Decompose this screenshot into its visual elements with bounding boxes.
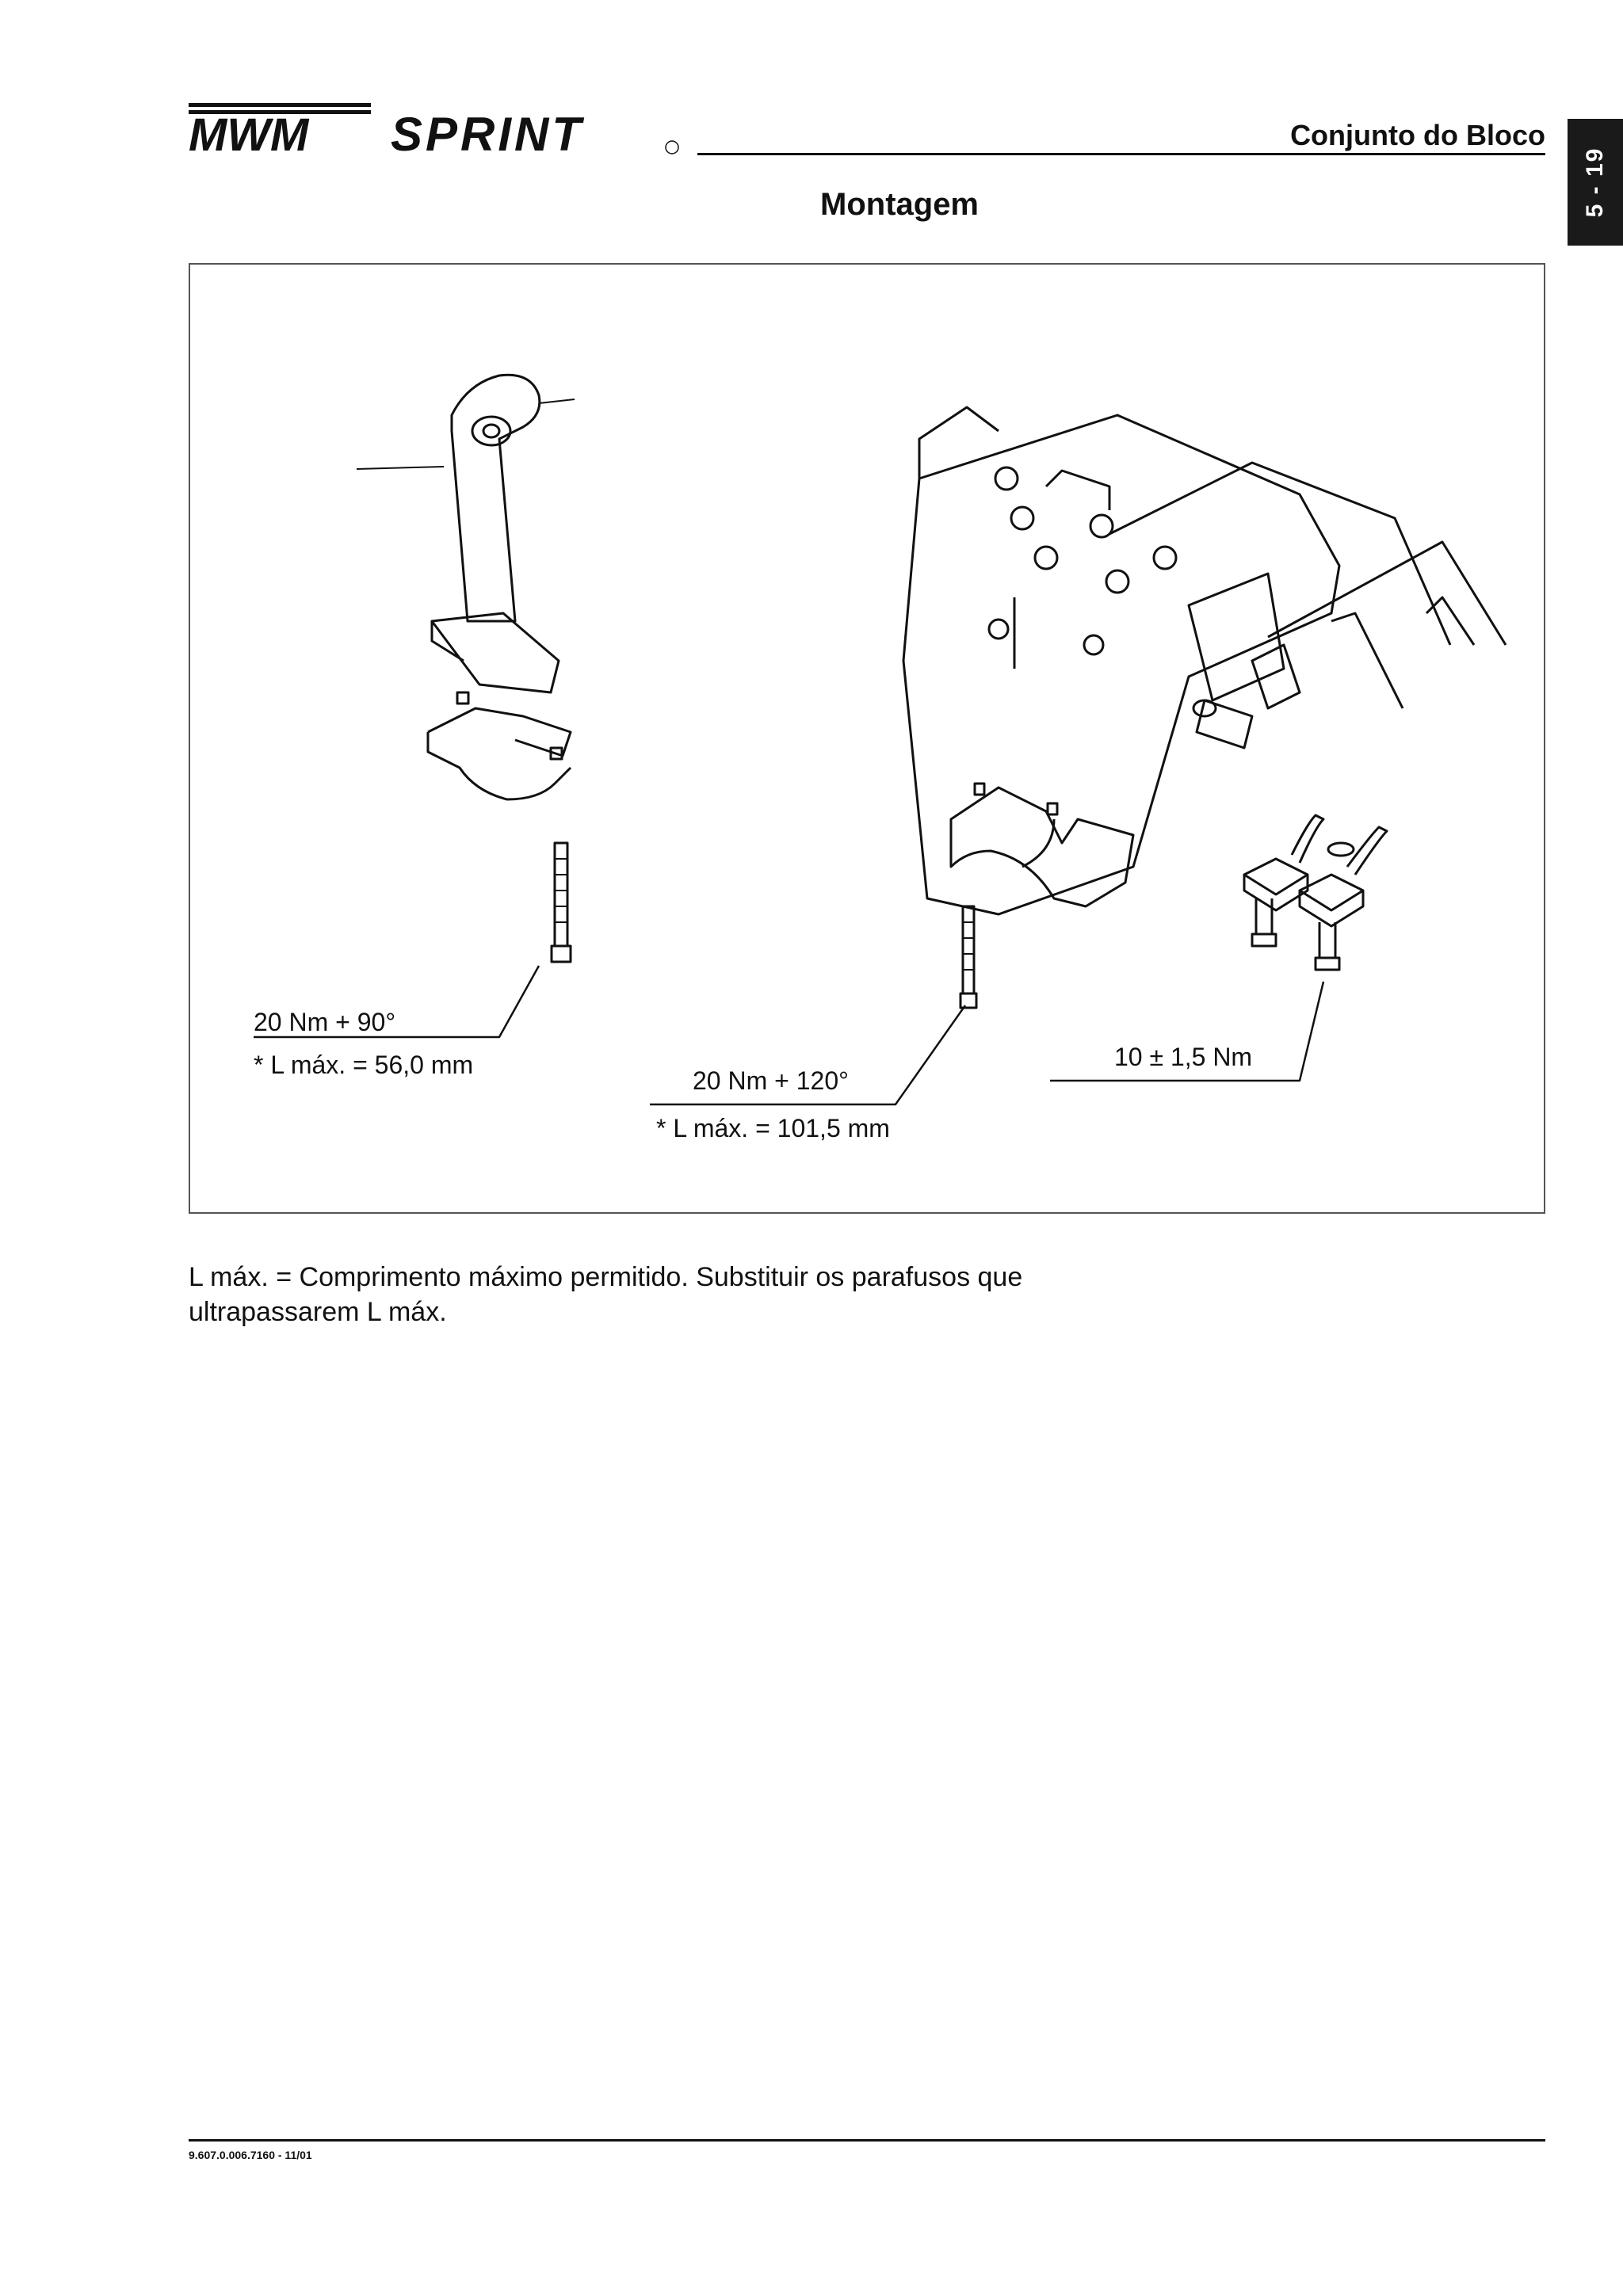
main-bearing-cap-drawing [951, 784, 1133, 1008]
page-tab [1568, 119, 1623, 246]
conrod-torque-callout: 20 Nm + 90° [254, 1008, 396, 1036]
engine-block-drawing [903, 407, 1506, 914]
oil-spray-nozzle-drawing [1244, 815, 1387, 970]
conrod-length-callout: * L máx. = 56,0 mm [254, 1051, 474, 1079]
header-title: Conjunto do Bloco [1290, 119, 1545, 151]
note-text: L máx. = Comprimento máximo permitido. Substituir os parafusos que ultrapassarem L máx. [189, 1262, 1023, 1328]
svg-text:SPRINT: SPRINT [391, 108, 585, 157]
svg-text:MWM: MWM [189, 109, 309, 157]
main-bearing-length-callout: * L máx. = 101,5 mm [656, 1114, 890, 1142]
nozzle-torque-callout: 10 ± 1,5 Nm [1114, 1043, 1253, 1071]
page-number: 5 - 19 [1582, 147, 1608, 218]
document-code: 9.607.0.006.7160 - 11/01 [189, 2149, 312, 2161]
assembly-figure [189, 263, 1545, 1214]
header-rule [697, 153, 1545, 155]
connecting-rod-drawing [357, 375, 575, 962]
section-title: Montagem [820, 187, 979, 222]
mwm-sprint-logo [189, 101, 680, 157]
footer-rule [189, 2139, 1545, 2142]
main-bearing-torque-callout: 20 Nm + 120° [693, 1066, 849, 1095]
